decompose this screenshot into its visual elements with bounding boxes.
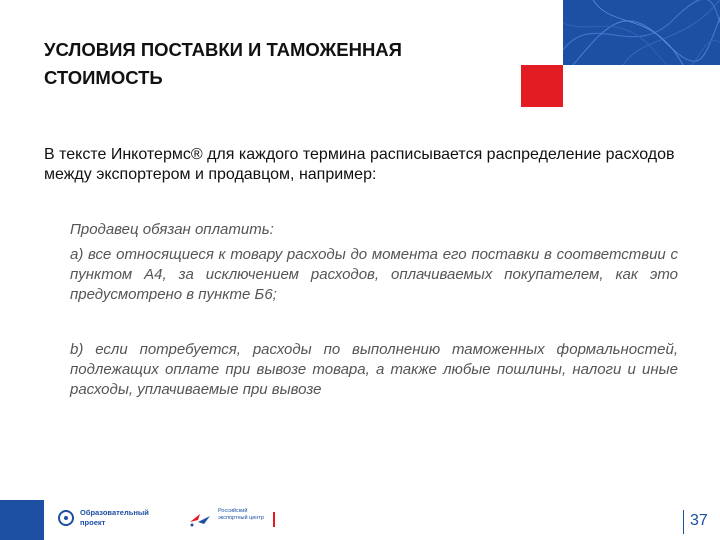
quote-item-b: b) если потребуется, расходы по выполнению таможенных формальностей, подлежащих оплате при вывозе товара, а также любые пошлины, налоги и иные расходы, уплачиваемые при вывозе (70, 341, 678, 398)
quote-lead-line: Продавец обязан оплатить: (70, 221, 274, 238)
education-project-logo (58, 506, 168, 534)
footer-red-divider (273, 512, 275, 527)
education-project-logo-text: Образовательный проект (80, 508, 149, 527)
footer-blue-block (0, 500, 44, 540)
page-number-divider (683, 510, 684, 534)
globe-icon (58, 510, 74, 526)
swirl-lines-graphic (563, 0, 720, 65)
intro-paragraph: В тексте Инкотермс® для каждого термина расписывается распределение расходов между экспортером и продавцом, например: (44, 146, 675, 183)
export-center-logo-text: Российский экспортный центр (218, 508, 264, 521)
slide-title: УСЛОВИЯ ПОСТАВКИ И ТАМОЖЕННАЯ СТОИМОСТЬ (44, 39, 402, 88)
decorative-red-square (521, 65, 563, 107)
page-number: 37 (690, 512, 708, 529)
quote-item-a: а) все относящиеся к товару расходы до момента его поставки в соответствии с пунктом А4, за исключением расходов, оплачиваемых покупателем, как это предусмотрено в пункте Б6; (70, 246, 678, 303)
decorative-blue-pattern (563, 0, 720, 65)
export-center-logo (188, 506, 278, 534)
export-center-icon (188, 510, 214, 530)
